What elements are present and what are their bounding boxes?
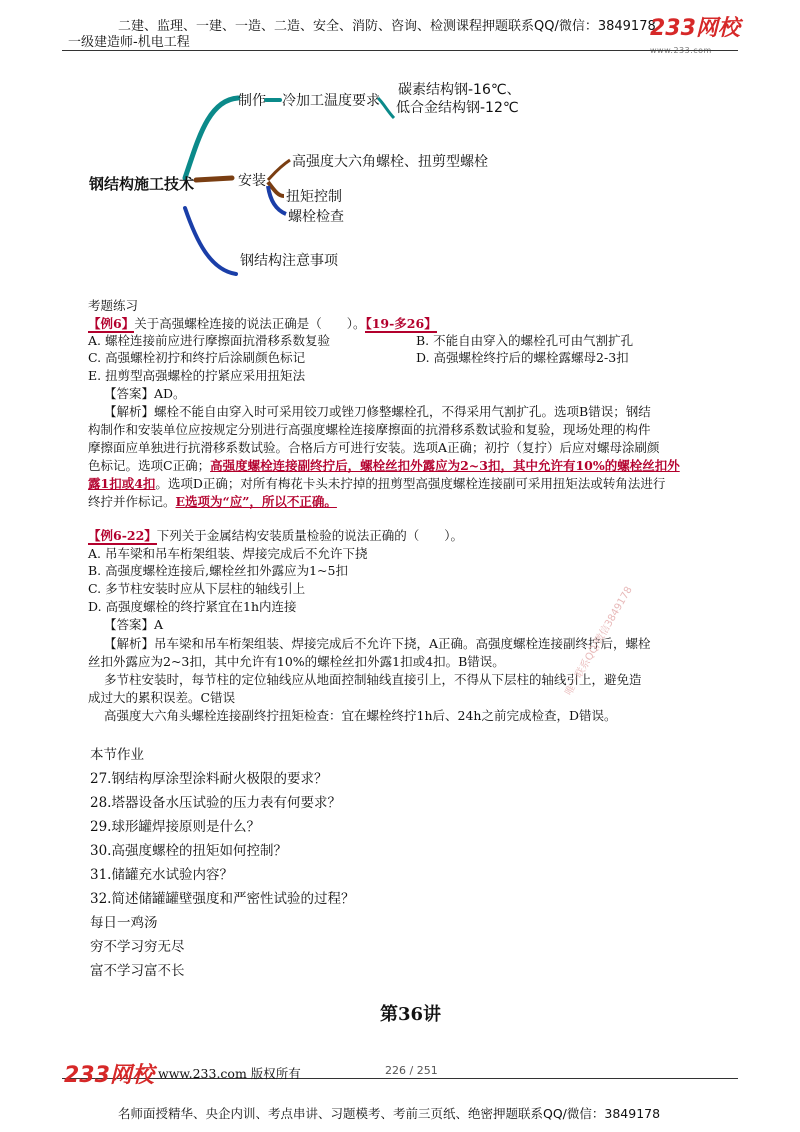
- watermark-text: 唯一联系QQ/微信3849178: [563, 584, 635, 698]
- q2-option-b: B. 高强度螺栓连接后,螺栓丝扣外露应为1~5扣: [88, 563, 348, 578]
- daily-quote-title: 每日一鸡汤: [90, 915, 158, 931]
- q1-option-b: B. 不能自由穿入的螺栓孔可由气割扩孔: [416, 333, 634, 348]
- mindmap-notes: 钢结构注意事项: [240, 253, 338, 269]
- q1-explanation-4: 色标记。选项C正确；高强度螺栓连接副终拧后，螺栓丝扣外露应为2~3扣，其中允许有10%的螺栓丝扣外: [88, 458, 680, 473]
- mindmap-install-bolts: 高强度大六角螺栓、扭剪型螺栓: [292, 154, 488, 170]
- q2-answer: 【答案】A: [104, 617, 164, 632]
- q1-stem-line: 【例6】关于高强螺栓连接的说法正确是（ ）。【19-多26】: [88, 316, 437, 331]
- homework-item: 31.储罐充水试验内容？: [90, 867, 233, 883]
- q2-explanation-3: 多节柱安装时，每节柱的定位轴线应从地面控制轴线直接引上，不得从下层柱的轴线引上，避免造: [104, 672, 642, 687]
- q1-option-a: A. 螺栓连接前应进行摩擦面抗滑移系数复验: [88, 333, 330, 348]
- homework-item: 28.塔器设备水压试验的压力表有何要求？: [90, 795, 341, 811]
- q1-source: 【19-多26】: [365, 316, 437, 331]
- mindmap-make: 制作: [238, 93, 266, 109]
- mindmap-make-leaf2: 低合金结构钢-12℃: [396, 100, 519, 116]
- header-subject: 一级建造师-机电工程: [68, 35, 190, 50]
- mindmap-install: 安装: [238, 173, 266, 189]
- homework-item: 29.球形罐焊接原则是什么？: [90, 819, 260, 835]
- daily-quote-line-2: 富不学习富不长: [90, 963, 185, 979]
- q2-explanation-1: 【解析】吊车梁和吊车桁架组装、焊接完成后不允许下挠，A正确。高强度螺栓连接副终拧后，螺栓: [104, 636, 651, 651]
- header-promo: 二建、监理、一建、一造、二造、安全、消防、咨询、检测课程押题联系QQ/微信：3849178: [118, 19, 656, 34]
- mindmap-make-leaf1: 碳素结构钢-16℃、: [398, 82, 521, 98]
- page-number: 226 / 251: [385, 1064, 438, 1077]
- footer-site: www.233.com 版权所有: [158, 1066, 301, 1081]
- lecture-title: 第36讲: [380, 1004, 442, 1025]
- q2-stem-line: 【例6-22】下列关于金属结构安装质量检验的说法正确的（ ）。: [88, 528, 464, 543]
- footer-promo: 名师面授精华、央企内训、考点串讲、习题模考、考前三页纸、绝密押题联系QQ/微信：3849178: [118, 1106, 661, 1121]
- q1-option-e: E. 扭剪型高强螺栓的拧紧应采用扭矩法: [88, 368, 306, 383]
- mindmap-make-child: 冷加工温度要求: [282, 93, 380, 109]
- q1-explanation-2: 构制作和安装单位应按规定分别进行高强度螺栓连接摩擦面的抗滑移系数试验和复验，现场处理的构件: [88, 422, 651, 437]
- homework-title: 本节作业: [90, 747, 144, 763]
- q2-explanation-4: 成过大的累积误差。C错误: [88, 690, 236, 705]
- homework-item: 32.简述储罐罐壁强度和严密性试验的过程？: [90, 891, 355, 907]
- q1-option-c: C. 高强螺栓初拧和终拧后涂刷颜色标记: [88, 350, 306, 365]
- footer-logo: 233网校: [64, 1063, 154, 1088]
- q2-option-a: A. 吊车梁和吊车桁架组装、焊接完成后不允许下挠: [88, 546, 368, 561]
- q1-explanation-1: 【解析】螺栓不能自由穿入时可采用铰刀或锉刀修整螺栓孔，不得采用气割扩孔。选项B错误；钢结: [104, 404, 651, 419]
- daily-quote-line-1: 穷不学习穷无尽: [90, 939, 185, 955]
- practice-title: 考题练习: [88, 298, 139, 313]
- homework-item: 30.高强度螺栓的扭矩如何控制？: [90, 843, 287, 859]
- header-logo: 233网校 www.233.com: [650, 16, 740, 55]
- homework-item: 27.钢结构厚涂型涂料耐火极限的要求？: [90, 771, 328, 787]
- mindmap-lines: [0, 0, 800, 300]
- q2-option-c: C. 多节柱安装时应从下层柱的轴线引上: [88, 581, 306, 596]
- q2-option-d: D. 高强度螺栓的终拧紧宜在1h内连接: [88, 599, 297, 614]
- q1-explanation-5: 露1扣或4扣。选项D正确；对所有梅花卡头未拧掉的扭剪型高强度螺栓连接副可采用扭矩法或转角法进行: [88, 476, 666, 491]
- q1-explanation-3: 摩擦面应单独进行抗滑移系数试验。合格后方可进行安装。选项A正确；初拧（复拧）后应对螺母涂刷颜: [88, 440, 660, 455]
- mindmap-install-check: 螺栓检查: [288, 209, 344, 225]
- mindmap-install-torque: 扭矩控制: [286, 189, 342, 205]
- q2-explanation-2: 丝扣外露应为2~3扣，其中允许有10%的螺栓丝扣外露1扣或4扣。B错误。: [88, 654, 505, 669]
- q1-tag: 【例6】: [88, 316, 135, 331]
- q1-answer: 【答案】AD。: [104, 386, 186, 401]
- q2-tag: 【例6-22】: [88, 528, 157, 543]
- q1-option-d: D. 高强螺栓终拧后的螺栓露螺母2-3扣: [416, 350, 629, 365]
- q1-explanation-6: 终拧并作标记。E选项为“应”，所以不正确。: [88, 494, 337, 509]
- q2-explanation-5: 高强度大六角头螺栓连接副终拧扭矩检查：宜在螺栓终拧1h后、24h之前完成检查，D错误。: [104, 708, 617, 723]
- mindmap-root: 钢结构施工技术: [89, 175, 195, 193]
